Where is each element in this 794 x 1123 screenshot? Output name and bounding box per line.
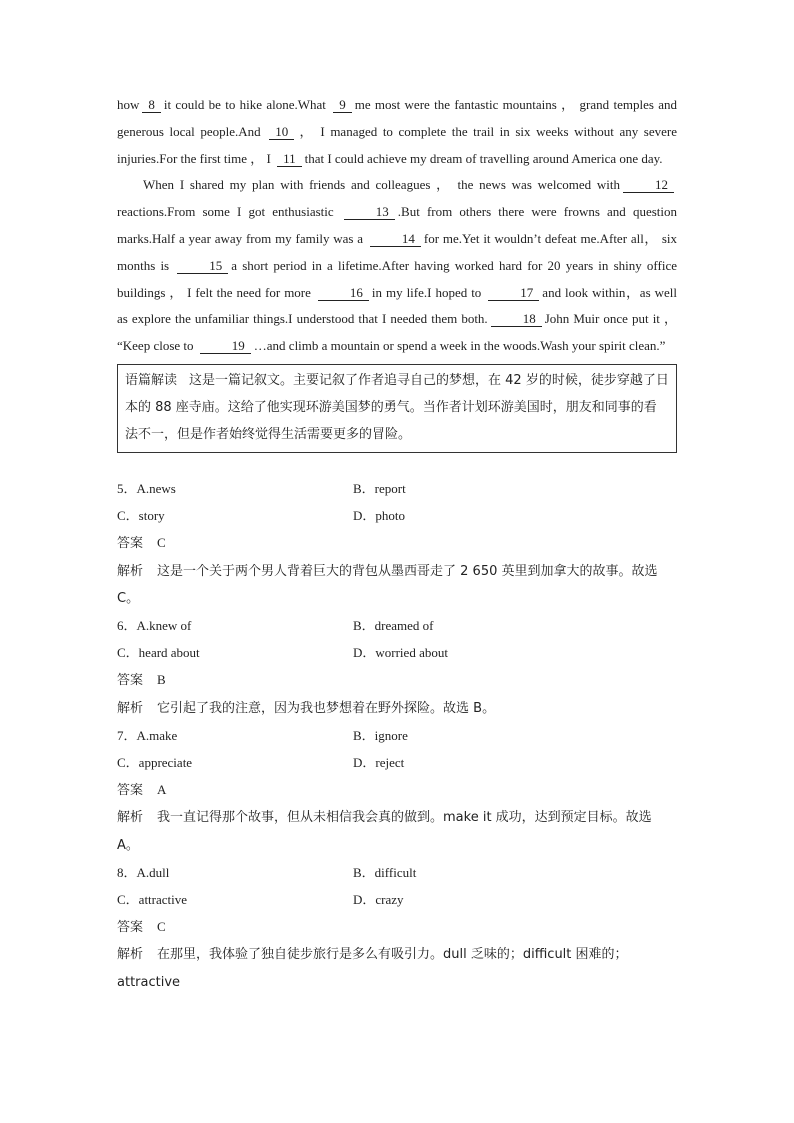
passage-text: a short period in a lifetime.After having worked hard for 20 years in shiny office buildings ， I felt the need for more	[117, 257, 677, 300]
analysis-text: 我一直记得那个故事，但从未相信我会真的做到。make it 成功，达到预定目标。故选 A。	[117, 810, 652, 853]
option-b: B．difficult	[353, 864, 417, 880]
question-list	[117, 475, 677, 996]
question-6	[117, 612, 677, 722]
passage-text: it could be to hike alone.What	[163, 97, 331, 112]
blank-19: 19	[200, 338, 251, 354]
document-page	[117, 92, 677, 996]
summary-text: 这是一篇记叙文。主要记叙了作者追寻自己的梦想，在 42 岁的时候，徒步穿越了日本的 88 座寺庙。这给了他实现环游美国梦的勇气。当作者计划环游美国时，朋友和同事的看法不一，但是作者始终觉得生活需要更多的冒险。	[125, 372, 669, 442]
blank-12: 12	[623, 177, 674, 193]
passage-text: ， I managed to complete the trail in six weeks without any severe injuries.For the first time ， I	[117, 123, 677, 166]
analysis-text: 它引起了我的注意，因为我也梦想着在野外探险。故选 B。	[157, 700, 496, 716]
passage-text: and look within，as well as explore the unfamiliar things.I understood that I needed them both.	[117, 284, 677, 327]
summary-box	[117, 364, 677, 453]
blank-11: 11	[277, 151, 302, 167]
question-8	[117, 859, 677, 996]
passage-text: …and climb a mountain or spend a week in the woods.Wash your spirit clean.”	[253, 338, 666, 354]
question-5	[117, 475, 677, 612]
answer-value: C	[157, 535, 166, 551]
analysis-text: 这是一个关于两个男人背着巨大的背包从墨西哥走了 2 650 英里到加拿大的故事。故选 C。	[117, 563, 658, 606]
answer-value: B	[157, 672, 166, 688]
option-b: B．ignore	[353, 727, 408, 743]
answer-label: 答案	[117, 673, 144, 689]
option-a: 8．A.dull	[117, 864, 170, 880]
passage-text: for me.Yet it wouldn’t defeat me.After all， six months is	[117, 230, 677, 273]
passage-text: John Muir once put it ， “Keep close to	[117, 311, 677, 354]
blank-16: 16	[318, 285, 369, 301]
passage-text: reactions.From some I got enthusiastic	[117, 204, 341, 220]
option-d: D．photo	[353, 508, 406, 524]
option-b: B．report	[353, 480, 406, 496]
option-b: B．dreamed of	[353, 617, 434, 633]
analysis-label: 解析	[117, 700, 144, 716]
blank-8: 8	[142, 97, 161, 113]
answer-label: 答案	[117, 920, 144, 936]
analysis-text: 在那里，我体验了独自徒步旅行是多么有吸引力。dull 乏味的；difficult 困难的；attractive	[117, 947, 628, 990]
analysis-label: 解析	[117, 810, 144, 826]
option-d: D．worried about	[353, 645, 448, 661]
answer-label: 答案	[117, 536, 144, 552]
question-7	[117, 722, 677, 859]
passage-paragraph-2	[117, 172, 677, 360]
passage-text: me most were the fantastic mountains ， grand temples and generous local people.And	[117, 97, 677, 139]
blank-10: 10	[269, 124, 294, 140]
blank-18: 18	[491, 311, 542, 327]
passage-paragraph-1	[117, 92, 677, 172]
passage-text: in my life.I hoped to	[371, 284, 486, 300]
passage-text: .But from others there were frowns and question marks.Half a year away from my family was a	[117, 204, 677, 246]
option-a: 6．A.knew of	[117, 617, 192, 633]
option-a: 5．A.news	[117, 480, 176, 496]
option-c: C．attractive	[117, 892, 188, 908]
blank-9: 9	[333, 97, 352, 113]
option-c: C．story	[117, 508, 165, 524]
analysis-label: 解析	[117, 947, 144, 963]
answer-label: 答案	[117, 783, 144, 799]
answer-value: A	[157, 782, 167, 798]
answer-value: C	[157, 919, 166, 935]
option-d: D．crazy	[353, 892, 404, 908]
summary-label: 语篇解读	[125, 372, 178, 388]
blank-17: 17	[488, 285, 539, 301]
passage-text: that I could achieve my dream of travelling around America one day.	[304, 150, 663, 166]
option-c: C．heard about	[117, 645, 200, 661]
option-c: C．appreciate	[117, 755, 193, 770]
passage-text: how	[117, 97, 140, 112]
blank-13: 13	[344, 204, 395, 220]
blank-14: 14	[370, 231, 421, 247]
option-a: 7．A.make	[117, 727, 178, 743]
analysis-label: 解析	[117, 563, 144, 579]
option-d: D．reject	[353, 755, 405, 770]
blank-15: 15	[177, 258, 228, 274]
passage-text: When I shared my plan with friends and colleagues ， the news was welcomed with	[143, 177, 620, 193]
